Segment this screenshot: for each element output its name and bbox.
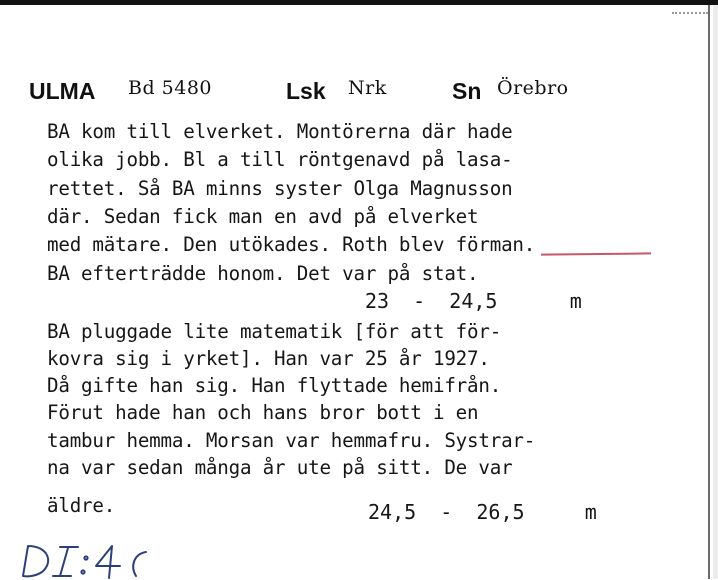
archive-code: ULMA bbox=[29, 78, 96, 104]
text-line: Då gifte han sig. Han flyttade hemifrån. bbox=[47, 374, 502, 397]
card-header bbox=[0, 72, 700, 112]
card-top-border bbox=[0, 0, 718, 5]
red-underline-mark bbox=[541, 252, 651, 255]
socken-label: Sn bbox=[452, 78, 482, 104]
text-line: med mätare. Den utökades. Roth blev förman. bbox=[47, 233, 536, 256]
text-line: rettet. Så BA minns syster Olga Magnusson bbox=[47, 177, 513, 200]
tape-reference-1: 23 - 24,5 m bbox=[365, 289, 582, 313]
landskap-value: Nrk bbox=[348, 77, 387, 99]
text-line: äldre. bbox=[47, 494, 116, 517]
text-line: olika jobb. Bl a till röntgenavd på lasa- bbox=[47, 148, 513, 171]
card-right-shadow bbox=[713, 5, 718, 579]
text-line: där. Sedan fick man en avd på elverket bbox=[47, 205, 479, 228]
text-line: BA pluggade lite matematik [för att för- bbox=[47, 320, 502, 343]
card-edge-marks bbox=[672, 12, 708, 14]
handwritten-signature bbox=[20, 540, 160, 580]
text-line: Förut hade han och hans bror bott i en bbox=[47, 401, 479, 424]
volume-number: Bd 5480 bbox=[128, 77, 213, 99]
text-line: na var sedan många år ute på sitt. De var bbox=[47, 456, 513, 479]
tape-reference-2: 24,5 - 26,5 m bbox=[368, 500, 597, 524]
socken-value: Örebro bbox=[497, 77, 569, 99]
text-line: tambur hemma. Morsan var hemmafru. Systrar- bbox=[47, 429, 536, 452]
text-line: BA kom till elverket. Montörerna där hade bbox=[47, 120, 513, 143]
text-line: BA efterträdde honom. Det var på stat. bbox=[47, 262, 479, 285]
card-right-edge bbox=[708, 5, 710, 579]
text-line: kovra sig i yrket]. Han var 25 år 1927. bbox=[47, 347, 490, 370]
landskap-label: Lsk bbox=[286, 78, 326, 104]
